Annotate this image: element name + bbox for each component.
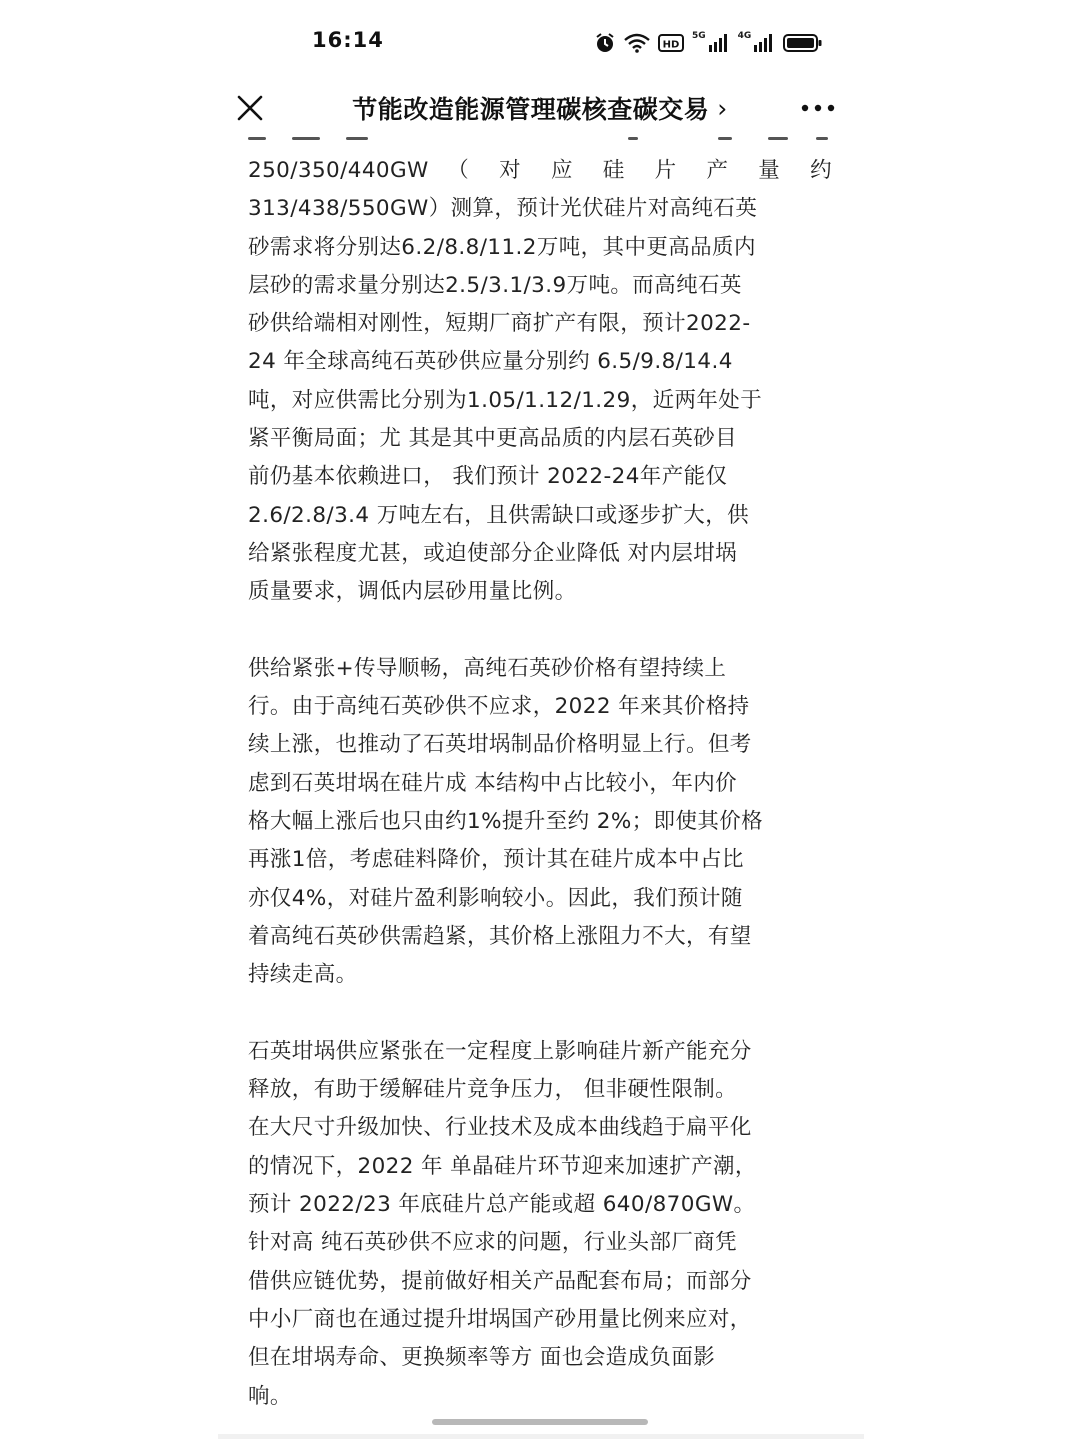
text-line: 格大幅上涨后也只由约1%提升至约 2%；即使其价格 bbox=[248, 809, 764, 835]
scrolled-text-remnant bbox=[248, 137, 832, 148]
text-line: 供给紧张+传导顺畅，高纯石英砂价格有望持续上 bbox=[248, 655, 727, 681]
close-button[interactable] bbox=[228, 86, 272, 130]
nav-title[interactable] bbox=[300, 88, 780, 128]
text-line: 250/350/440GW （ 对 应 硅 片 产 量 约 bbox=[248, 158, 832, 183]
text-line: 石英坩埚供应紧张在一定程度上影响硅片新产能充分 bbox=[248, 1038, 752, 1064]
paragraph-3 bbox=[248, 1033, 832, 1410]
text-line: 砂需求将分别达6.2/8.8/11.2万吨，其中更高品质内 bbox=[248, 234, 756, 260]
text-line: 24 年全球高纯石英砂供应量分别约 6.5/9.8/14.4 bbox=[248, 349, 733, 375]
home-indicator[interactable] bbox=[432, 1419, 648, 1425]
text-line: 借供应链优势，提前做好相关产品配套布局；而部分 bbox=[248, 1268, 752, 1294]
paragraph-gap bbox=[248, 995, 832, 1033]
text-line: 313/438/550GW）测算，预计光伏硅片对高纯石英 bbox=[248, 196, 758, 222]
text-line: 2.6/2.8/3.4 万吨左右，且供需缺口或逐步扩大，供 bbox=[248, 502, 749, 528]
text-line: 持续走高。 bbox=[248, 962, 358, 988]
svg-text:HD: HD bbox=[662, 39, 680, 51]
article-body bbox=[248, 152, 832, 1410]
text-line: 的情况下，2022 年 单晶硅片环节迎来加速扩产潮， bbox=[248, 1153, 757, 1179]
alarm-icon bbox=[594, 32, 616, 54]
text-line: 层砂的需求量分别达2.5/3.1/3.9万吨。而高纯石英 bbox=[248, 272, 742, 298]
text-line: 着高纯石英砂供需趋紧，其价格上涨阻力不大，有望 bbox=[248, 923, 752, 949]
text-line: 给紧张程度尤甚，或迫使部分企业降低 对内层坩埚 bbox=[248, 540, 738, 566]
text-line: 预计 2022/23 年底硅片总产能或超 640/870GW。 bbox=[248, 1192, 756, 1218]
text-line: 在大尺寸升级加快、行业技术及成本曲线趋于扁平化 bbox=[248, 1115, 752, 1141]
text-line: 紧平衡局面；尤 其是其中更高品质的内层石英砂目 bbox=[248, 426, 738, 452]
text-line: 亦仅4%，对硅片盈利影响较小。因此，我们预计随 bbox=[248, 885, 743, 911]
text-line: 行。由于高纯石英砂供不应求，2022 年来其价格持 bbox=[248, 694, 750, 720]
signal-5g-label: 5G bbox=[692, 31, 706, 41]
text-line: 续上涨，也推动了石英坩埚制品价格明显上行。但考 bbox=[248, 732, 752, 758]
hd-icon bbox=[658, 33, 684, 53]
close-icon bbox=[237, 95, 263, 121]
status-icons bbox=[594, 28, 823, 58]
signal-5g-icon bbox=[708, 33, 730, 53]
more-button[interactable] bbox=[794, 86, 842, 130]
nav-bar bbox=[0, 80, 1080, 136]
text-line: 再涨1倍，考虑硅料降价，预计其在硅片成本中占比 bbox=[248, 847, 744, 873]
nav-title-text: 节能改造能源管理碳核查碳交易 bbox=[352, 95, 710, 124]
text-line: 响。 bbox=[248, 1383, 292, 1409]
text-line: 虑到石英坩埚在硅片成 本结构中占比较小，年内价 bbox=[248, 770, 738, 796]
wifi-icon bbox=[624, 33, 650, 53]
status-time: 16:14 bbox=[312, 28, 384, 52]
bottom-shade bbox=[218, 1434, 864, 1439]
signal-4g-icon bbox=[753, 33, 775, 53]
text-line: 针对高 纯石英砂供不应求的问题，行业头部厂商凭 bbox=[248, 1230, 738, 1256]
text-line: 前仍基本依赖进口， 我们预计 2022-24年产能仅 bbox=[248, 464, 728, 490]
paragraph-gap bbox=[248, 612, 832, 650]
text-line: 砂供给端相对刚性，短期厂商扩产有限，预计2022- bbox=[248, 311, 751, 337]
text-line: 吨，对应供需比分别为1.05/1.12/1.29，近两年处于 bbox=[248, 387, 763, 413]
signal-4g-label: 4G bbox=[737, 31, 752, 41]
text-line: 释放，有助于缓解硅片竞争压力， 但非硬性限制。 bbox=[248, 1077, 738, 1103]
chevron-right-icon: › bbox=[717, 93, 728, 123]
more-icon bbox=[801, 104, 835, 112]
text-line: 但在坩埚寿命、更换频率等方 面也会造成负面影 bbox=[248, 1345, 716, 1371]
text-line: 中小厂商也在通过提升坩埚国产砂用量比例来应对， bbox=[248, 1306, 752, 1332]
text-line: 质量要求，调低内层砂用量比例。 bbox=[248, 579, 577, 605]
paragraph-1 bbox=[248, 152, 832, 612]
status-bar bbox=[0, 0, 1080, 80]
paragraph-2 bbox=[248, 650, 832, 995]
battery-icon bbox=[783, 33, 823, 53]
